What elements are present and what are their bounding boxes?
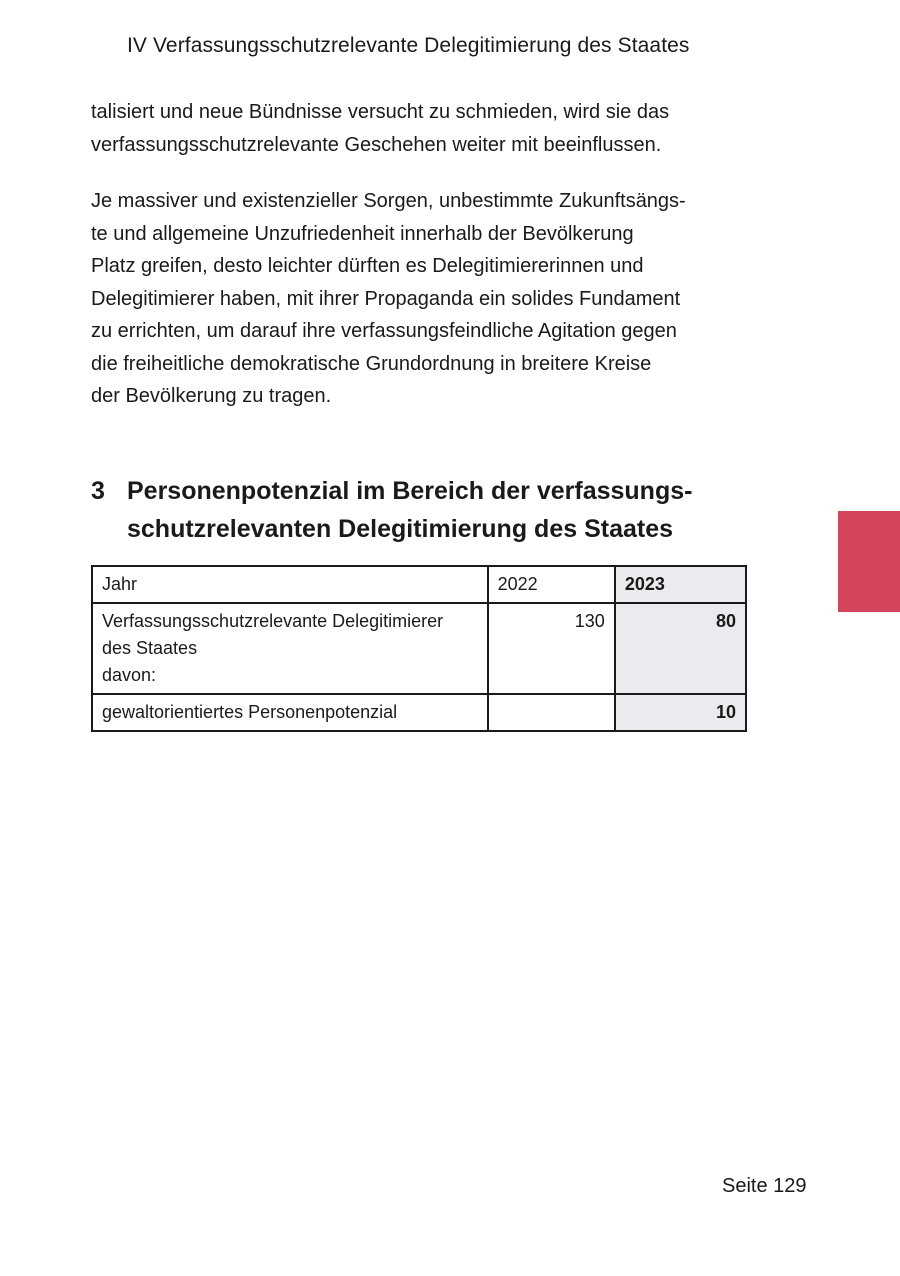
paragraph-line: der Bevölkerung zu tragen.	[91, 385, 332, 407]
page-number: Seite 129	[722, 1175, 807, 1197]
value-cell-2023: 80	[615, 603, 746, 694]
row-label-cell	[92, 603, 488, 694]
header-cell-year: Jahr	[92, 566, 488, 603]
person-potential-table	[91, 565, 747, 732]
row-label-cell	[92, 694, 488, 731]
chapter-side-tab	[838, 511, 900, 612]
value-cell-2023: 10	[615, 694, 746, 731]
running-header: IV Verfassungsschutzrelevante Delegitimierung des Staates	[127, 34, 690, 57]
value-cell-2022	[488, 694, 615, 731]
paragraph-line: talisiert und neue Bündnisse versucht zu schmieden, wird sie das	[91, 101, 670, 123]
paragraph-line: te und allgemeine Unzufriedenheit innerhalb der Bevölkerung	[91, 222, 634, 245]
paragraph-line: Platz greifen, desto leichter dürften es Delegitimiererinnen und	[91, 255, 644, 277]
row-label-line: davon:	[102, 665, 157, 685]
section-title-line: Personenpotenzial im Bereich der verfassungs-	[127, 477, 693, 505]
table-header-row	[92, 566, 746, 603]
paragraph-line: Delegitimierer haben, mit ihrer Propaganda ein solides Fundament	[91, 287, 681, 310]
paragraph-line: die freiheitliche demokratische Grundordnung in breitere Kreise	[91, 352, 652, 375]
row-label-line: Verfassungsschutzrelevante Delegitimierer	[102, 611, 444, 631]
section-title	[127, 472, 692, 548]
header-cell-2022: 2022	[488, 566, 615, 603]
row-label-line: des Staates	[102, 638, 198, 658]
paragraph-1	[91, 96, 751, 161]
table-row	[92, 694, 746, 731]
row-label-line: gewaltorientiertes Personenpotenzial	[102, 702, 398, 722]
paragraph-line: zu errichten, um darauf ihre verfassungsfeindliche Agitation gegen	[91, 320, 677, 342]
section-title-line: schutzrelevanten Delegitimierung des Staates	[127, 515, 674, 543]
value-cell-2022: 130	[488, 603, 615, 694]
paragraph-2	[91, 185, 751, 413]
paragraph-line: verfassungsschutzrelevante Geschehen weiter mit beeinflussen.	[91, 133, 662, 156]
section-number: 3	[91, 477, 105, 505]
paragraph-line: Je massiver und existenzieller Sorgen, unbestimmte Zukunftsängs-	[91, 190, 686, 212]
header-cell-2023: 2023	[615, 566, 746, 603]
table-row	[92, 603, 746, 694]
